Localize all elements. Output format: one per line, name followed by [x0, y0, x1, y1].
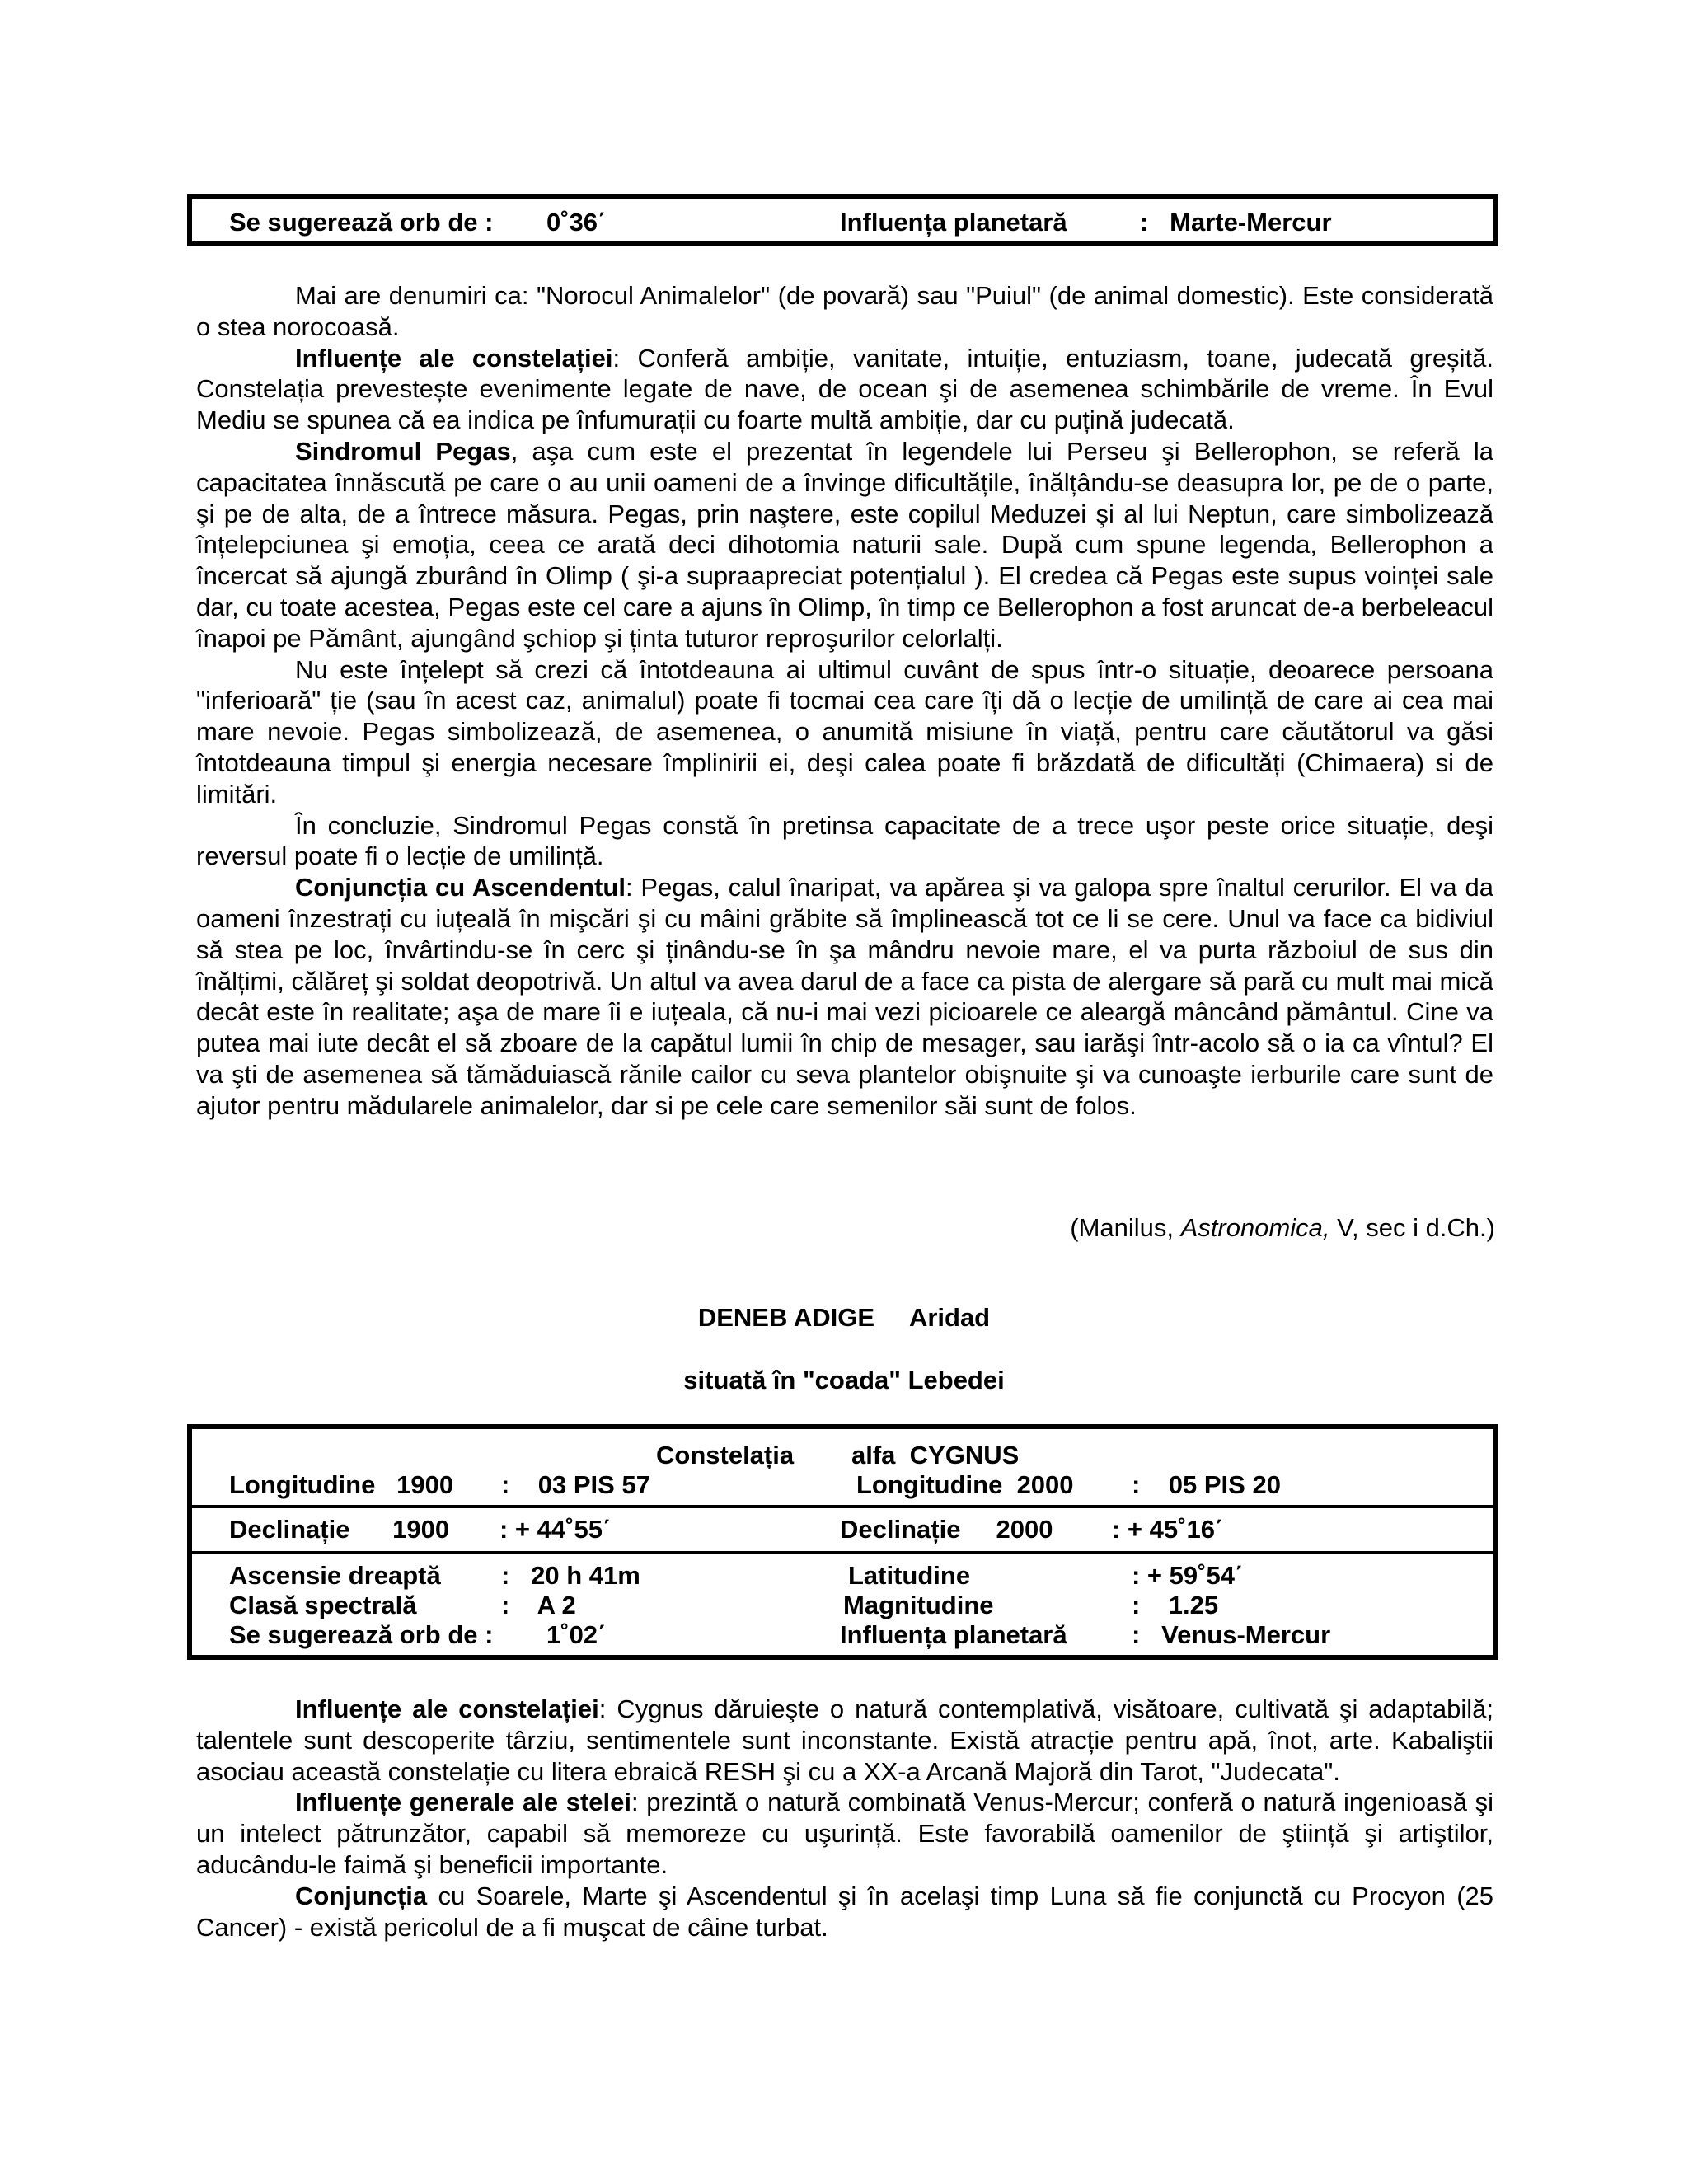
paragraph: Mai are denumiri ca: "Norocul Animalelor" (de povară) sau "Puiul" (de animal domestic). Este considerată o stea norocoasă.: [196, 281, 1493, 341]
planetary-influence-label: Influența planetară: [840, 208, 1067, 237]
declination-2000-label: Declinație 2000: [840, 1515, 1053, 1544]
orb-value: 1˚02΄: [546, 1620, 607, 1649]
paragraph: Sindromul Pegas, aşa cum este el prezentat în legendele lui Perseu şi Bellerophon, se referă la capacitatea înnăscută pe care o au unii oameni de a învinge dificultățile, înălțându-se deasupra lor, pe de o parte, şi pe de alta, de a întrece măsura. Pegas, prin naştere, este copilul Meduzei şi al lui Neptun, care simbolizează înțelepciunea şi emoția, ceea ce arată deci dihotomia naturii sale. După cum spune legenda, Bellerophon a încercat să ajungă zburând în Olimp ( şi-a supraapreciat potențialul ). El credea că Pegas este supus voinței sale dar, cu toate acestea, Pegas este cel care a ajuns în Olimp, în timp ce Bellerophon a fost aruncat de-a berbeleacul înapoi pe Pământ, ajungând şchiop şi ținta tuturor reproşurilor celorlalți.: [196, 436, 1493, 653]
magnitude-value: : 1.25: [1132, 1591, 1219, 1619]
constellation-label: Constelația: [656, 1441, 795, 1469]
magnitude-label: Magnitudine: [843, 1591, 994, 1619]
declination-2000-value: : + 45˚16΄: [1112, 1515, 1224, 1544]
paragraph: Conjuncția cu Soarele, Marte şi Ascendentul şi în acelaşi timp Luna să fie conjunctă cu Procyon (25 Cancer) - există pericolul de a fi muşcat de câine turbat.: [196, 1881, 1493, 1942]
latitude-value: : + 59˚54΄: [1132, 1561, 1244, 1590]
planetary-influence-value: : Marte-Mercur: [1140, 208, 1332, 237]
spectral-class-value: : A 2: [501, 1591, 576, 1619]
orb-value: 0˚36΄: [546, 208, 607, 237]
declination-1900-label: Declinație 1900: [229, 1515, 450, 1544]
spectral-class-label: Clasă spectrală: [229, 1591, 417, 1619]
star-title: [0, 1303, 1688, 1333]
divider: [192, 1505, 1493, 1508]
longitude-1900-label: Longitudine 1900: [229, 1470, 454, 1499]
orb-info-box: [187, 194, 1498, 246]
orb-label: Se sugerează orb de :: [229, 208, 494, 237]
section-1-text: [196, 280, 1493, 1122]
longitude-2000-value: : 05 PIS 20: [1132, 1470, 1281, 1499]
paragraph: Influențe ale constelației: Cygnus dăruieşte o natură contemplativă, visătoare, cultivată şi adaptabilă; talentele sunt descoperite târziu, sentimentele sunt inconstante. Există atracție pentru apă, înot, arte. Kabaliştii asociau această constelație cu litera ebraică RESH şi cu a XX-a Arcană Majoră din Tarot, "Judecata".: [196, 1694, 1493, 1786]
divider: [192, 1551, 1493, 1554]
paragraph: Nu este înțelept să crezi că întotdeauna ai ultimul cuvânt de spus într-o situație, deoarece persoana "inferioară" ție (sau în acest caz, animalul) poate fi tocmai cea care îți dă o lecție de umilință de care ai cea mai mare nevoie. Pegas simbolizează, de asemenea, o anumită misiune în viață, pentru care căutătorul va găsi întotdeauna timpul şi energia necesare împlinirii ei, deşi calea poate fi brăzdată de dificultăți (Chimaera) si de limitări.: [196, 654, 1493, 808]
star-data-box: [187, 1424, 1498, 1660]
constellation-value: alfa CYGNUS: [851, 1441, 1020, 1469]
citation: (Manilus, Astronomica, V, sec i d.Ch.): [1070, 1213, 1495, 1242]
declination-1900-value: : + 44˚55΄: [499, 1515, 612, 1544]
longitude-2000-label: Longitudine 2000: [856, 1470, 1074, 1499]
paragraph: Influențe generale ale stelei: prezintă o natură combinată Venus-Mercur; conferă o natură ingenioasă şi un intelect pătrunzător, capabil să memoreze cu uşurință. Este favorabilă oamenilor de ştiință şi artiştilor, aducându-le faimă şi beneficii importante.: [196, 1788, 1493, 1879]
paragraph: Conjuncția cu Ascendentul: Pegas, calul înaripat, va apărea şi va galopa spre înaltul cerurilor. El va da oameni înzestrați cu iuțeală în mişcări şi cu mâini grăbite să împlinească tot ce li se cere. Unul va face ca bidiviul să stea pe loc, învârtindu-se în cerc şi ținându-se în şa mândru nevoie mare, el va purta războiul de sus din înălțimi, călăreț şi soldat deopotrivă. Un altul va avea darul de a face ca pista de alergare să pară cu mult mai mică decât este în realitate; aşa de mare îi e iuțeala, că nu-i mai vezi picioarele ce aleargă mâncând pământul. Cine va putea mai iute decât el să zboare de la capătul lumii în chip de mesager, sau iarăşi într-acolo să o ia ca vîntul? El va şti de asemenea să tămăduiască rănile cailor cu seva plantelor obişnuite şi va cunoaşte ierburile care sunt de ajutor pentru mădularele animalelor, dar si pe cele care semenilor săi sunt de folos.: [196, 873, 1493, 1120]
section-2-text: [196, 1694, 1493, 1943]
planetary-influence-value: : Venus-Mercur: [1132, 1620, 1331, 1649]
star-alt-name: Aridad: [908, 1303, 991, 1332]
longitude-1900-value: : 03 PIS 57: [501, 1470, 650, 1499]
paragraph: Influențe ale constelației: Conferă ambiție, vanitate, intuiție, entuziasm, toane, judecată greșită. Constelația prevestește evenimente legate de nave, de ocean şi de asemenea schimbările de vreme. În Evul Mediu se spunea că ea indica pe înfumurații cu foarte multă ambiție, dar cu puțină judecată.: [196, 343, 1493, 435]
latitude-label: Latitudine: [848, 1561, 971, 1590]
paragraph: În concluzie, Sindromul Pegas constă în pretinsa capacitate de a trece uşor peste orice situație, deşi reversul poate fi o lecție de umilință.: [196, 810, 1493, 871]
orb-label: Se sugerează orb de :: [229, 1620, 494, 1649]
right-ascension-value: : 20 h 41m: [501, 1561, 640, 1590]
star-name: DENEB ADIGE: [697, 1303, 875, 1332]
planetary-influence-label: Influența planetară: [840, 1620, 1067, 1649]
star-subtitle: situată în "coada" Lebedei: [683, 1366, 1005, 1394]
right-ascension-label: Ascensie dreaptă: [229, 1561, 441, 1590]
